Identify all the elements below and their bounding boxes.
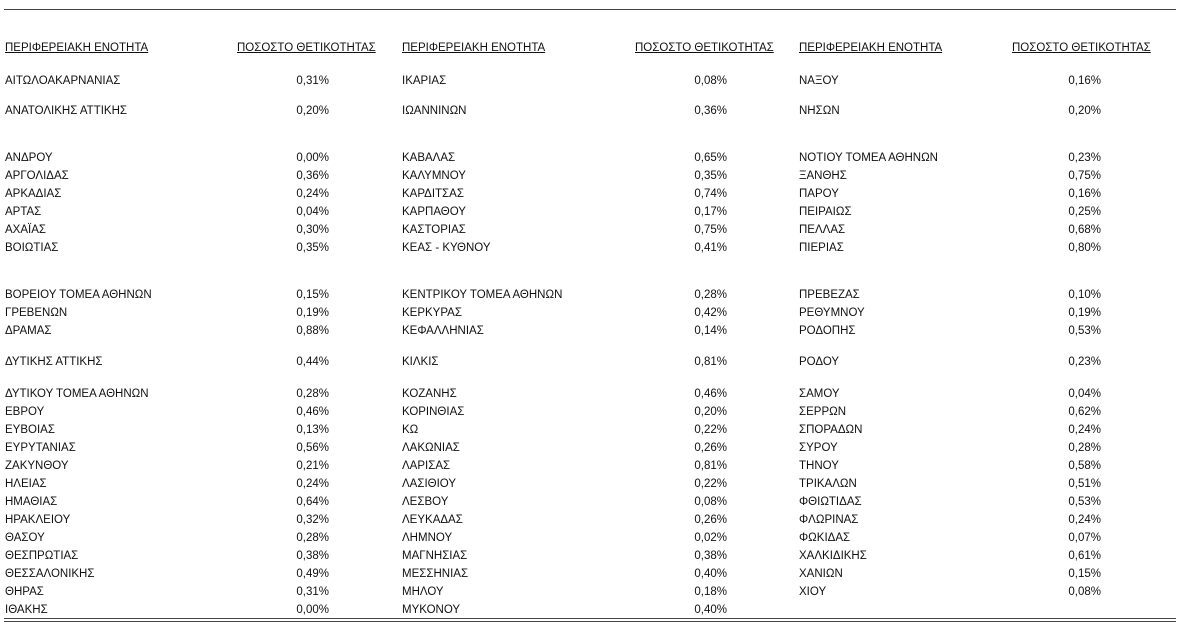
region-name: ΖΑΚΥΝΘΟΥ — [5, 460, 69, 472]
region-name: ΧΑΛΚΙΔΙΚΗΣ — [799, 550, 867, 562]
positivity-value: 0,08% — [694, 75, 727, 87]
region-name: ΜΑΓΝΗΣΙΑΣ — [402, 550, 468, 562]
positivity-value: 0,62% — [1068, 406, 1101, 418]
positivity-value: 0,31% — [296, 586, 329, 598]
region-name: ΘΕΣΣΑΛΟΝΙΚΗΣ — [5, 568, 95, 580]
positivity-value: 0,40% — [694, 604, 727, 616]
positivity-value: 0,56% — [296, 442, 329, 454]
positivity-value: 0,07% — [1068, 532, 1101, 544]
positivity-value: 0,22% — [694, 478, 727, 490]
positivity-value: 0,24% — [1068, 424, 1101, 436]
region-name: ΔΥΤΙΚΗΣ ΑΤΤΙΚΗΣ — [5, 356, 103, 368]
region-name: ΛΕΥΚΑΔΑΣ — [402, 514, 463, 526]
header-positivity-rate: ΠΟΣΟΣΤΟ ΘΕΤΙΚΟΤΗΤΑΣ — [237, 42, 376, 54]
region-name: ΡΟΔΟΥ — [799, 356, 840, 368]
positivity-value: 0,15% — [1068, 568, 1101, 580]
positivity-value: 0,53% — [1068, 325, 1101, 337]
region-name: ΛΑΚΩΝΙΑΣ — [402, 442, 460, 454]
header-positivity-rate: ΠΟΣΟΣΤΟ ΘΕΤΙΚΟΤΗΤΑΣ — [1012, 42, 1151, 54]
positivity-value: 0,16% — [1068, 75, 1101, 87]
region-name: ΣΠΟΡΑΔΩΝ — [799, 424, 863, 436]
positivity-value: 0,64% — [296, 496, 329, 508]
region-name: ΚΩ — [402, 424, 419, 436]
positivity-value: 0,19% — [296, 307, 329, 319]
region-name: ΝΑΞΟΥ — [799, 75, 839, 87]
positivity-value: 0,00% — [296, 604, 329, 616]
region-name: ΤΗΝΟΥ — [799, 460, 839, 472]
positivity-value: 0,38% — [296, 550, 329, 562]
positivity-value: 0,24% — [296, 188, 329, 200]
region-name: ΘΕΣΠΡΩΤΙΑΣ — [5, 550, 79, 562]
positivity-value: 0,25% — [1068, 206, 1101, 218]
region-name: ΣΕΡΡΩΝ — [799, 406, 847, 418]
positivity-value: 0,53% — [1068, 496, 1101, 508]
region-name: ΠΡΕΒΕΖΑΣ — [799, 289, 860, 301]
positivity-value: 0,36% — [296, 170, 329, 182]
positivity-value: 0,08% — [694, 496, 727, 508]
region-name: ΛΑΡΙΣΑΣ — [402, 460, 451, 472]
region-name: ΑΝΑΤΟΛΙΚΗΣ ΑΤΤΙΚΗΣ — [5, 105, 128, 117]
positivity-value: 0,17% — [694, 206, 727, 218]
region-name: ΚΕΦΑΛΛΗΝΙΑΣ — [402, 325, 484, 337]
positivity-value: 0,65% — [694, 152, 727, 164]
region-name: ΦΩΚΙΔΑΣ — [799, 532, 851, 544]
positivity-value: 0,35% — [694, 170, 727, 182]
region-name: ΙΚΑΡΙΑΣ — [402, 75, 447, 87]
positivity-value: 0,28% — [296, 532, 329, 544]
region-name: ΛΑΣΙΘΙΟΥ — [402, 478, 457, 490]
positivity-value: 0,20% — [1068, 105, 1101, 117]
positivity-value: 0,23% — [1068, 152, 1101, 164]
positivity-value: 0,28% — [1068, 442, 1101, 454]
region-name: ΙΩΑΝΝΙΝΩΝ — [402, 105, 467, 117]
positivity-value: 0,61% — [1068, 550, 1101, 562]
positivity-value: 0,42% — [694, 307, 727, 319]
positivity-value: 0,20% — [694, 406, 727, 418]
bottom-rule — [4, 618, 1176, 619]
region-name: ΠΙΕΡΙΑΣ — [799, 242, 844, 254]
region-name: ΑΙΤΩΛΟΑΚΑΡΝΑΝΙΑΣ — [5, 75, 121, 87]
region-name: ΞΑΝΘΗΣ — [799, 170, 847, 182]
region-name: ΚΑΛΥΜΝΟΥ — [402, 170, 466, 182]
positivity-value: 0,31% — [296, 75, 329, 87]
region-name: ΡΕΘΥΜΝΟΥ — [799, 307, 865, 319]
header-region-unit: ΠΕΡΙΦΕΡΕΙΑΚΗ ΕΝΟΤΗΤΑ — [5, 42, 149, 54]
region-name: ΕΥΡΥΤΑΝΙΑΣ — [5, 442, 76, 454]
region-name: ΕΥΒΟΙΑΣ — [5, 424, 55, 436]
region-name: ΑΡΓΟΛΙΔΑΣ — [5, 170, 69, 182]
positivity-value: 0,04% — [296, 206, 329, 218]
region-name: ΔΥΤΙΚΟΥ ΤΟΜΕΑ ΑΘΗΝΩΝ — [5, 388, 149, 400]
positivity-value: 0,21% — [296, 460, 329, 472]
top-rule — [4, 9, 1176, 10]
positivity-value: 0,26% — [694, 442, 727, 454]
positivity-value: 0,28% — [296, 388, 329, 400]
positivity-value: 0,16% — [1068, 188, 1101, 200]
region-name: ΘΑΣΟΥ — [5, 532, 45, 544]
positivity-value: 0,08% — [1068, 586, 1101, 598]
positivity-value: 0,02% — [694, 532, 727, 544]
region-name: ΦΛΩΡΙΝΑΣ — [799, 514, 859, 526]
region-name: ΚΟΡΙΝΘΙΑΣ — [402, 406, 465, 418]
region-name: ΛΗΜΝΟΥ — [402, 532, 453, 544]
positivity-value: 0,46% — [296, 406, 329, 418]
positivity-value: 0,58% — [1068, 460, 1101, 472]
positivity-value: 0,68% — [1068, 224, 1101, 236]
positivity-value: 0,51% — [1068, 478, 1101, 490]
positivity-value: 0,36% — [694, 105, 727, 117]
region-name: ΘΗΡΑΣ — [5, 586, 44, 598]
region-name: ΑΧΑΪΑΣ — [5, 224, 46, 236]
region-name: ΜΗΛΟΥ — [402, 586, 444, 598]
region-name: ΚΙΛΚΙΣ — [402, 356, 439, 368]
region-name: ΚΕΝΤΡΙΚΟΥ ΤΟΜΕΑ ΑΘΗΝΩΝ — [402, 289, 563, 301]
positivity-value: 0,75% — [1068, 170, 1101, 182]
positivity-value: 0,00% — [296, 152, 329, 164]
region-name: ΚΑΡΠΑΘΟΥ — [402, 206, 466, 218]
region-name: ΤΡΙΚΑΛΩΝ — [799, 478, 857, 490]
region-name: ΠΕΛΛΑΣ — [799, 224, 846, 236]
region-name: ΔΡΑΜΑΣ — [5, 325, 52, 337]
region-name: ΧΑΝΙΩΝ — [799, 568, 843, 580]
region-name: ΜΕΣΣΗΝΙΑΣ — [402, 568, 469, 580]
positivity-value: 0,38% — [694, 550, 727, 562]
region-name: ΡΟΔΟΠΗΣ — [799, 325, 856, 337]
positivity-value: 0,74% — [694, 188, 727, 200]
region-name: ΓΡΕΒΕΝΩΝ — [5, 307, 68, 319]
region-name: ΝΗΣΩΝ — [799, 105, 840, 117]
positivity-value: 0,30% — [296, 224, 329, 236]
region-name: ΚΕΑΣ - ΚΥΘΝΟΥ — [402, 242, 491, 254]
positivity-value: 0,19% — [1068, 307, 1101, 319]
region-name: ΚΑΣΤΟΡΙΑΣ — [402, 224, 466, 236]
region-name: ΑΡΚΑΔΙΑΣ — [5, 188, 62, 200]
region-name: ΚΑΡΔΙΤΣΑΣ — [402, 188, 464, 200]
region-name: ΕΒΡΟΥ — [5, 406, 45, 418]
header-positivity-rate: ΠΟΣΟΣΤΟ ΘΕΤΙΚΟΤΗΤΑΣ — [635, 42, 774, 54]
region-name: ΚΟΖΑΝΗΣ — [402, 388, 457, 400]
positivity-value: 0,88% — [296, 325, 329, 337]
region-name: ΚΑΒΑΛΑΣ — [402, 152, 456, 164]
positivity-value: 0,26% — [694, 514, 727, 526]
region-name: ΑΡΤΑΣ — [5, 206, 42, 218]
region-name: ΦΘΙΩΤΙΔΑΣ — [799, 496, 862, 508]
positivity-value: 0,40% — [694, 568, 727, 580]
region-name: ΝΟΤΙΟΥ ΤΟΜΕΑ ΑΘΗΝΩΝ — [799, 152, 938, 164]
positivity-value: 0,20% — [296, 105, 329, 117]
positivity-value: 0,14% — [694, 325, 727, 337]
region-name: ΠΕΙΡΑΙΩΣ — [799, 206, 852, 218]
positivity-value: 0,24% — [1068, 514, 1101, 526]
positivity-value: 0,18% — [694, 586, 727, 598]
positivity-value: 0,13% — [296, 424, 329, 436]
region-name: ΜΥΚΟΝΟΥ — [402, 604, 461, 616]
positivity-value: 0,41% — [694, 242, 727, 254]
positivity-value: 0,44% — [296, 356, 329, 368]
header-region-unit: ΠΕΡΙΦΕΡΕΙΑΚΗ ΕΝΟΤΗΤΑ — [799, 42, 943, 54]
region-name: ΗΜΑΘΙΑΣ — [5, 496, 58, 508]
region-name: ΚΕΡΚΥΡΑΣ — [402, 307, 462, 319]
positivity-value: 0,15% — [296, 289, 329, 301]
positivity-value: 0,35% — [296, 242, 329, 254]
region-name: ΑΝΔΡΟΥ — [5, 152, 53, 164]
region-name: ΠΑΡΟΥ — [799, 188, 839, 200]
positivity-value: 0,81% — [694, 356, 727, 368]
header-region-unit: ΠΕΡΙΦΕΡΕΙΑΚΗ ΕΝΟΤΗΤΑ — [402, 42, 546, 54]
positivity-value: 0,81% — [694, 460, 727, 472]
region-name: ΗΡΑΚΛΕΙΟΥ — [5, 514, 71, 526]
region-name: ΗΛΕΙΑΣ — [5, 478, 47, 490]
positivity-value: 0,04% — [1068, 388, 1101, 400]
positivity-value: 0,75% — [694, 224, 727, 236]
region-name: ΣΥΡΟΥ — [799, 442, 838, 454]
positivity-value: 0,24% — [296, 478, 329, 490]
bottom-rule-double — [4, 621, 1176, 622]
positivity-value: 0,80% — [1068, 242, 1101, 254]
positivity-value: 0,23% — [1068, 356, 1101, 368]
positivity-value: 0,46% — [694, 388, 727, 400]
region-name: ΛΕΣΒΟΥ — [402, 496, 449, 508]
positivity-value: 0,22% — [694, 424, 727, 436]
region-name: ΒΟΡΕΙΟΥ ΤΟΜΕΑ ΑΘΗΝΩΝ — [5, 289, 152, 301]
region-name: ΙΘΑΚΗΣ — [5, 604, 48, 616]
positivity-value: 0,10% — [1068, 289, 1101, 301]
positivity-value: 0,49% — [296, 568, 329, 580]
region-name: ΣΑΜΟΥ — [799, 388, 840, 400]
positivity-value: 0,32% — [296, 514, 329, 526]
region-name: ΧΙΟΥ — [799, 586, 827, 598]
region-name: ΒΟΙΩΤΙΑΣ — [5, 242, 59, 254]
positivity-value: 0,28% — [694, 289, 727, 301]
